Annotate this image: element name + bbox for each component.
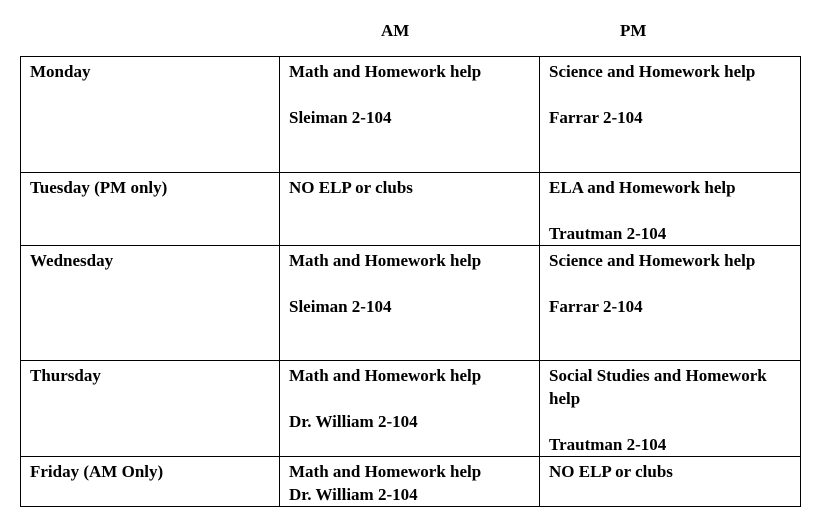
am-activity: Math and Homework help bbox=[289, 251, 482, 270]
pm-cell bbox=[540, 457, 801, 507]
pm-location: Trautman 2-104 bbox=[549, 224, 667, 243]
pm-column-header: PM bbox=[620, 21, 647, 40]
day-label: Monday bbox=[30, 62, 91, 81]
am-cell bbox=[280, 57, 540, 173]
am-cell bbox=[280, 173, 540, 246]
pm-cell bbox=[540, 173, 801, 246]
am-location: Sleiman 2-104 bbox=[289, 108, 392, 127]
am-cell bbox=[280, 457, 540, 507]
pm-cell bbox=[540, 57, 801, 173]
am-activity: NO ELP or clubs bbox=[289, 178, 413, 197]
pm-cell bbox=[540, 246, 801, 361]
table-row-wednesday bbox=[21, 246, 801, 361]
am-cell bbox=[280, 246, 540, 361]
am-activity: Math and Homework help bbox=[289, 462, 482, 481]
table-row-monday bbox=[21, 57, 801, 173]
pm-cell bbox=[540, 361, 801, 457]
pm-location: Trautman 2-104 bbox=[549, 435, 667, 454]
pm-activity: ELA and Homework help bbox=[549, 178, 736, 197]
am-activity: Math and Homework help bbox=[289, 366, 482, 385]
am-column-header: AM bbox=[381, 21, 410, 40]
day-label: Wednesday bbox=[30, 251, 114, 270]
am-activity: Math and Homework help bbox=[289, 62, 482, 81]
am-cell bbox=[280, 361, 540, 457]
day-label: Thursday bbox=[30, 366, 101, 385]
table-row-thursday bbox=[21, 361, 801, 457]
am-location: Dr. William 2-104 bbox=[289, 485, 418, 504]
pm-activity: Science and Homework help bbox=[549, 251, 756, 270]
am-location: Dr. William 2-104 bbox=[289, 412, 418, 431]
table-row-friday bbox=[21, 457, 801, 507]
day-cell bbox=[21, 246, 280, 361]
day-cell bbox=[21, 173, 280, 246]
table-row-tuesday bbox=[21, 173, 801, 246]
pm-activity: NO ELP or clubs bbox=[549, 462, 673, 481]
pm-location: Farrar 2-104 bbox=[549, 297, 643, 316]
day-label: Tuesday (PM only) bbox=[30, 178, 168, 197]
day-cell bbox=[21, 361, 280, 457]
day-cell bbox=[21, 457, 280, 507]
day-label: Friday (AM Only) bbox=[30, 462, 164, 481]
pm-location: Farrar 2-104 bbox=[549, 108, 643, 127]
day-cell bbox=[21, 57, 280, 173]
schedule-table bbox=[20, 56, 801, 507]
am-location: Sleiman 2-104 bbox=[289, 297, 392, 316]
pm-activity: Social Studies and Homework help bbox=[549, 366, 767, 408]
pm-activity: Science and Homework help bbox=[549, 62, 756, 81]
